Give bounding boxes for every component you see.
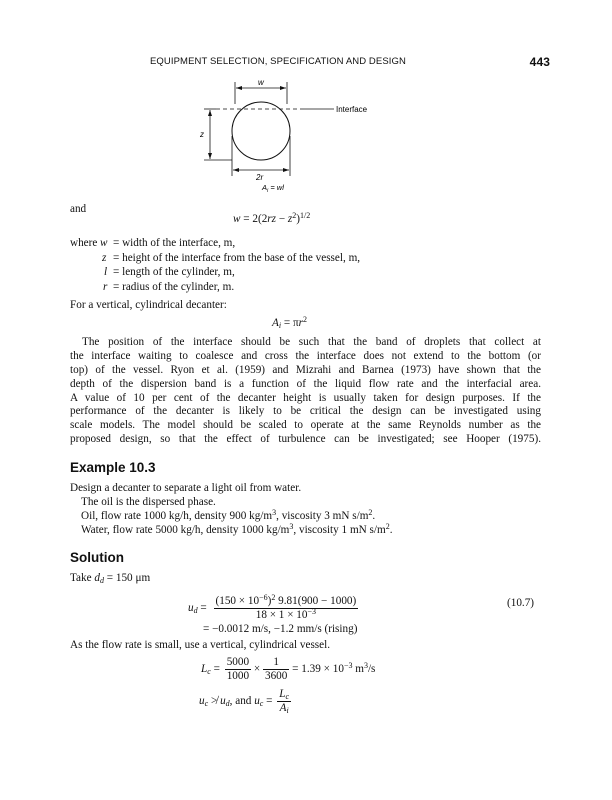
text-vertical-decanter: For a vertical, cylindrical decanter: [70, 299, 227, 311]
equation-ud: $u_d$ = $\frac{(150 \times 10^{-6})^2 9.81(900 - 1000)}{18 \times 1 \times 10^{-3}}$ [188, 593, 357, 621]
example-heading: Example 10.3 [70, 460, 156, 475]
equation-number: (10.7) [507, 597, 535, 609]
running-header [150, 56, 550, 67]
vessel-circle [232, 102, 290, 160]
lc-fraction-2: $\frac{1}{3600}$ [264, 656, 288, 682]
label-z: z [200, 130, 204, 139]
z-arrow-bottom [208, 153, 212, 159]
label-w: w [258, 78, 264, 87]
page: EQUIPMENT SELECTION, SPECIFICATION AND DESIGN 443 w Interface z 2r $A_i$ = wl and $w = 2(2rz - z^2)^{1/2}$ where w = width of the interface, m, z = height of the interface from the base of the vessel, m, l = length of the cylinder, m, r = radius of the cylinder, m. For a vertical, cylindrical decanter: $A_i = \pi r^2$ The position of the interface should be such that the band of droplets that collect at the interface waiting to coalesce and cross the interface does not extend to the bottom (or top) of the vessel. Ryon et al. (1959) and Mizrahi and Barnea (1973) have shown that the depth of the dispersion band is a function of the liquid flow rate and the interfacial area. A value of 10 per cent of the decanter height is usually taken for design purposes. If the performance of the decanter is likely to be critical the design can be investigated using scale models. The model should be scaled to operate at the same Reynolds number as the proposed design, so that the effect of turbulence can be investigated; see Hooper (1975). Example 10.3 Design a decanter to separate a light oil from water. The oil is the dispersed phase. Oil, flow rate 1000 kg/h, density 900 $kg/m^3$, viscosity 3 mN $s/m^2$. Water, flow rate 5000 kg/h, density 1000 $kg/m^3$, viscosity 1 mN $s/m^2$. Solution Take $d_d = 150$ μm $u_d$ = $\frac{(150 \times 10^{-6})^2 9.81(900 - 1000)}{18 \times 1 \times 10^{-3}}$ (10.7) = −0.0012 m/s, −1.2 mm/s (rising) As the flow rate is small, use a vertical, cylindrical vessel. $L_c$ = $\frac{5000}{1000}$ × $\frac{1}{3600}$ = $1.39 \times 10^{-3}$ $m^3/s$ $u_c$ ≯ $u_d$, and $u_c$ = $\frac{L_c}{A_i}$ [70, 55, 550, 715]
lc-fraction-1: $\frac{5000}{1000}$ [226, 656, 250, 682]
label-interface: Interface [336, 105, 368, 114]
w-arrow-right [280, 86, 286, 90]
solution-take: Take $d_d = 150$ μm [70, 572, 151, 585]
example-line-3: Oil, flow rate 1000 kg/h, density 900 $kg/m^3$, viscosity 3 mN $s/m^2$. [81, 508, 376, 522]
example-line-2: The oil is the dispersed phase. [81, 496, 216, 508]
z-arrow-top [208, 110, 212, 116]
equation-w: $w = 2(2rz - z^2)^{1/2}$ [233, 211, 311, 225]
paragraph-line: top) of the vessel. Ryon et al. (1959) and Mizrahi and Barnea (1973) have shown that the [70, 363, 541, 376]
paragraph-line: performance of the decanter is likely to be critical the design can be investigated using [70, 405, 541, 418]
equation-lc: $L_c$ = $\frac{5000}{1000}$ × $\frac{1}{3600}$ = $1.39 \times 10^{-3}$ $m^3/s$ [201, 656, 376, 682]
label-ai: $A_i$ = wl [262, 183, 284, 194]
figure-svg [186, 76, 406, 194]
example-line-1: Design a decanter to separate a light oil from water. [70, 482, 302, 494]
paragraph-line: proposed design, so that the effect of turbulence can be investigated; see Hooper (1975). [70, 433, 541, 446]
label-2r: 2r [256, 173, 264, 182]
interface-paragraph [70, 336, 541, 447]
paragraph-line: depth of the dispersion band is a function of the liquid flow rate and the interfacial area. [70, 377, 541, 390]
example-line-4: Water, flow rate 5000 kg/h, density 1000 $kg/m^3$, viscosity 1 mN $s/m^2$. [81, 522, 393, 536]
w-arrow-left [236, 86, 242, 90]
paragraph-line: The position of the interface should be such that the band of droplets that collect at [82, 336, 541, 348]
page-number: 443 [529, 55, 550, 69]
decanter-cross-section-figure [186, 76, 406, 194]
where-label: where [70, 237, 98, 249]
text-flow-rate: As the flow rate is small, use a vertical, cylindrical vessel. [70, 639, 331, 651]
running-title: EQUIPMENT SELECTION, SPECIFICATION AND DESIGN [150, 56, 406, 67]
solution-heading: Solution [70, 550, 124, 565]
equation-uc: $u_c$ ≯ $u_d$, and $u_c$ = $\frac{L_c}{A_i}$ [199, 688, 290, 715]
2r-arrow-left [233, 168, 239, 172]
ud-fraction: $\frac{(150 \times 10^{-6})^2 9.81(900 - 1000)}{18 \times 1 \times 10^{-3}}$ [215, 593, 357, 621]
text-and: and [70, 203, 87, 215]
uc-fraction: $\frac{L_c}{A_i}$ [279, 688, 290, 715]
paragraph-line: A value of 10 per cent of the decanter height is usually taken for design purposes. If the [70, 391, 541, 404]
2r-arrow-right [283, 168, 289, 172]
paragraph-line: scale models. The model should be scaled to operate at the same Reynolds number as the [70, 419, 541, 432]
paragraph-line: the interface waiting to coalesce and cross the interface does not extend to the bottom (or [70, 349, 541, 362]
ud-result: = −0.0012 m/s, −1.2 mm/s (rising) [203, 623, 358, 635]
equation-ai: $A_i = \pi r^2$ [272, 315, 307, 330]
